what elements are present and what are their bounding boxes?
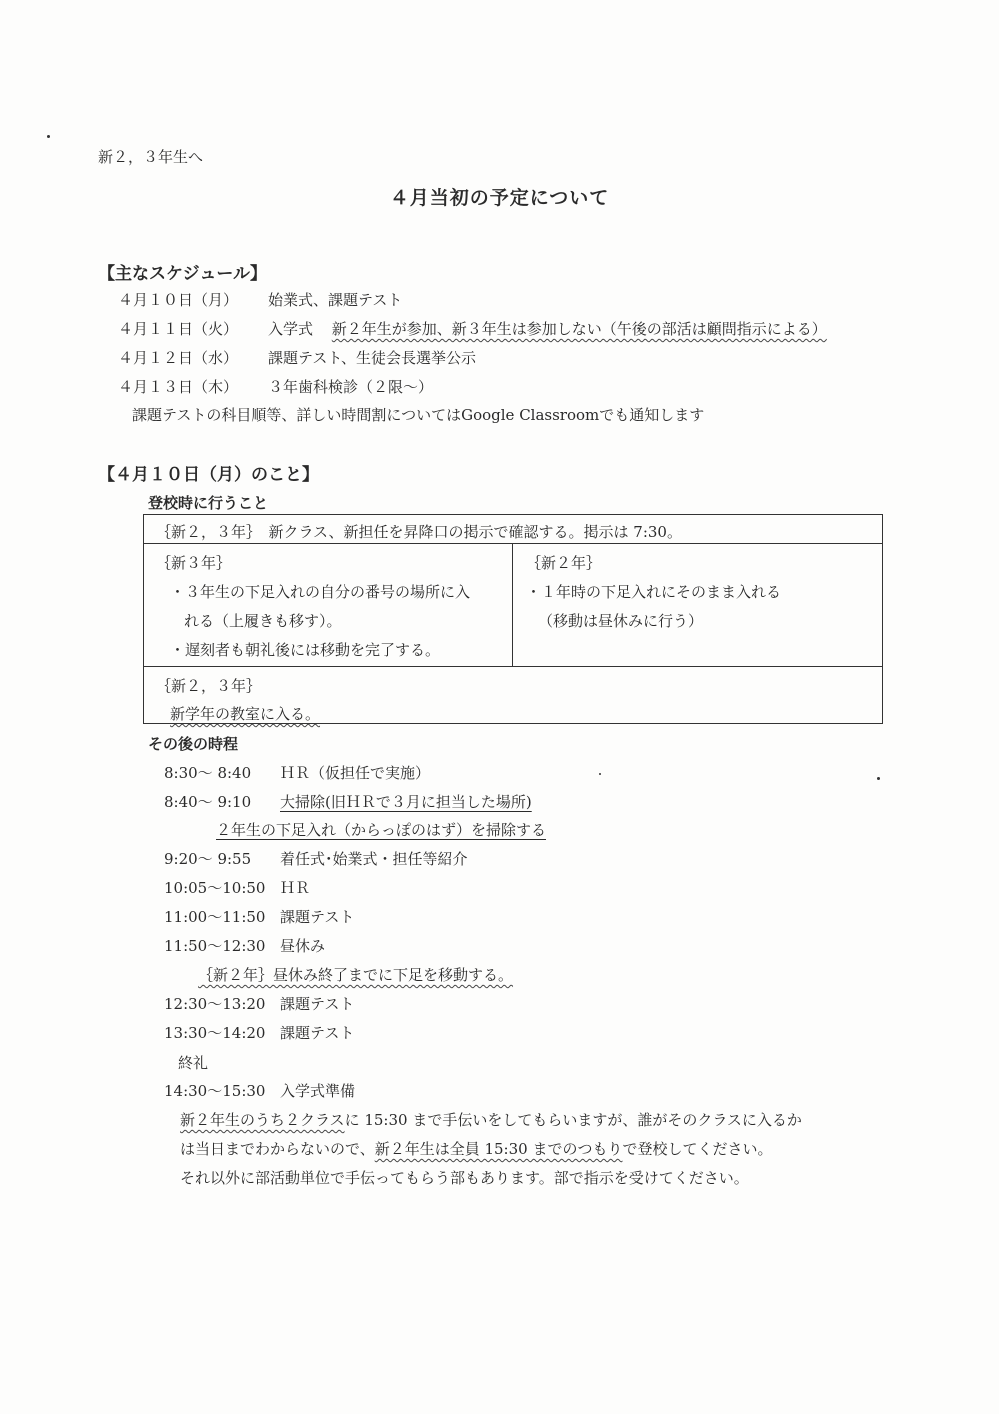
schedule-text: 入学式 bbox=[268, 320, 314, 338]
timeline-text: 課題テスト bbox=[280, 908, 355, 926]
timeline-row bbox=[164, 935, 325, 956]
table-divider bbox=[144, 666, 882, 667]
timeline-time: 13:30～14:20 bbox=[164, 1024, 266, 1042]
helper-emphasis: 新２年生のうち２クラス bbox=[180, 1111, 345, 1129]
schedule-row bbox=[118, 318, 827, 339]
cell-title-grade3: ｛新３年｝ bbox=[156, 554, 232, 572]
helper-text: それ以外に部活動単位で手伝ってもらう部もあります。部で指示を受けてください。 bbox=[180, 1169, 749, 1187]
schedule-footnote: 課題テストの科目順等、詳しい時間割についてはGoogle Classroomでも通知します bbox=[132, 406, 705, 424]
timeline-time: 8:30～ 8:40 bbox=[164, 764, 252, 782]
timeline-text: 昼休み bbox=[280, 937, 326, 955]
timeline-text: 着任式･始業式・担任等紹介 bbox=[280, 850, 468, 868]
schedule-text: 課題テスト、生徒会長選挙公示 bbox=[268, 349, 477, 367]
timeline-heading: その後の時程 bbox=[148, 735, 239, 753]
schedule-row bbox=[118, 347, 476, 368]
schedule-note-underlined: 新２年生が参加、新３年生は参加しない（午後の部活は顧問指示による） bbox=[331, 320, 827, 338]
main-schedule-heading: 【主なスケジュール】 bbox=[98, 264, 267, 284]
timeline-row bbox=[164, 791, 532, 812]
helper-paragraph-line bbox=[180, 1109, 802, 1130]
page-title: ４月当初の予定について bbox=[389, 187, 610, 209]
timeline-row bbox=[178, 1052, 208, 1073]
cell-title-all-grades: ｛新２，３年｝ bbox=[156, 677, 262, 695]
timeline-time: 8:40～ 9:10 bbox=[164, 793, 252, 811]
helper-paragraph-line bbox=[180, 1167, 749, 1188]
schedule-row bbox=[118, 376, 433, 397]
table-row-all-grades: ｛新２，３年｝ 新クラス、新担任を昇降口の掲示で確認する。掲示は 7:30。 bbox=[156, 523, 682, 541]
table-divider bbox=[144, 543, 882, 544]
scan-speck bbox=[47, 135, 50, 138]
timeline-text: ２年生の下足入れ（からっぽのはず）を掃除する bbox=[216, 821, 547, 839]
schedule-text: 始業式、課題テスト bbox=[268, 291, 403, 309]
timeline-time: 10:05～10:50 bbox=[164, 879, 266, 897]
cell-item-grade3: ・遅刻者も朝礼後には移動を完了する。 bbox=[170, 641, 441, 659]
schedule-date: ４月１２日（水） bbox=[118, 349, 239, 367]
schedule-text: ３年歯科検診（２限～） bbox=[268, 378, 434, 396]
schedule-date: ４月１３日（木） bbox=[118, 378, 239, 396]
timeline-time: 14:30～15:30 bbox=[164, 1082, 266, 1100]
timeline-text: ＨＲ bbox=[280, 879, 311, 897]
cell-item-grade2: ・１年時の下足入れにそのまま入れる bbox=[526, 583, 782, 601]
timeline-row bbox=[164, 848, 468, 869]
helper-text: で登校してください。 bbox=[622, 1140, 773, 1158]
timeline-row bbox=[164, 1022, 354, 1043]
cell-item-grade3: ・３年生の下足入れの自分の番号の場所に入 bbox=[170, 583, 471, 601]
timeline-text: ｛新２年｝昼休み終了までに下足を移動する。 bbox=[198, 966, 514, 984]
timeline-row bbox=[164, 762, 430, 783]
timeline-row bbox=[164, 993, 354, 1014]
scan-speck bbox=[599, 773, 601, 775]
timeline-text: 大掃除(旧ＨＲで３月に担当した場所) bbox=[280, 793, 532, 811]
recipient-line: 新２，３年生へ bbox=[98, 148, 204, 166]
april10-heading: 【４月１０日（月）のこと】 bbox=[98, 465, 319, 485]
timeline-text: 課題テスト bbox=[280, 995, 355, 1013]
timeline-time: 12:30～13:20 bbox=[164, 995, 266, 1013]
timeline-row bbox=[164, 1080, 355, 1101]
schedule-date: ４月１１日（火） bbox=[118, 320, 239, 338]
timeline-row bbox=[164, 906, 354, 927]
cell-item-grade2: （移動は昼休みに行う） bbox=[538, 612, 704, 630]
timeline-time: 11:50～12:30 bbox=[164, 937, 266, 955]
timeline-text: ＨＲ（仮担任で実施） bbox=[280, 764, 431, 782]
arrival-tasks-table bbox=[143, 514, 883, 724]
schedule-date: ４月１０日（月） bbox=[118, 291, 239, 309]
helper-paragraph-line bbox=[180, 1138, 772, 1159]
cell-text-all-grades: 新学年の教室に入る。 bbox=[170, 705, 321, 723]
helper-emphasis: 新２年生は全員 15:30 までのつもり bbox=[374, 1140, 623, 1158]
timeline-row bbox=[216, 819, 546, 840]
timeline-text: 課題テスト bbox=[280, 1024, 355, 1042]
timeline-row bbox=[198, 964, 513, 985]
timeline-text: 入学式準備 bbox=[280, 1082, 356, 1100]
helper-text: は当日までわからないので、 bbox=[180, 1140, 375, 1158]
table-divider bbox=[512, 543, 513, 666]
schedule-row bbox=[118, 289, 402, 310]
timeline-time: 9:20～ 9:55 bbox=[164, 850, 252, 868]
timeline-row bbox=[164, 877, 310, 898]
scan-speck bbox=[877, 777, 880, 780]
timeline-time: 11:00～11:50 bbox=[164, 908, 266, 926]
cell-item-grade3: れる（上履きも移す）。 bbox=[184, 612, 342, 630]
cell-title-grade2: ｛新２年｝ bbox=[526, 554, 602, 572]
timeline-text: 終礼 bbox=[178, 1054, 209, 1072]
helper-text: に 15:30 まで手伝いをしてもらいますが、誰がそのクラスに入るか bbox=[344, 1111, 802, 1129]
arrival-tasks-heading: 登校時に行うこと bbox=[148, 494, 269, 512]
